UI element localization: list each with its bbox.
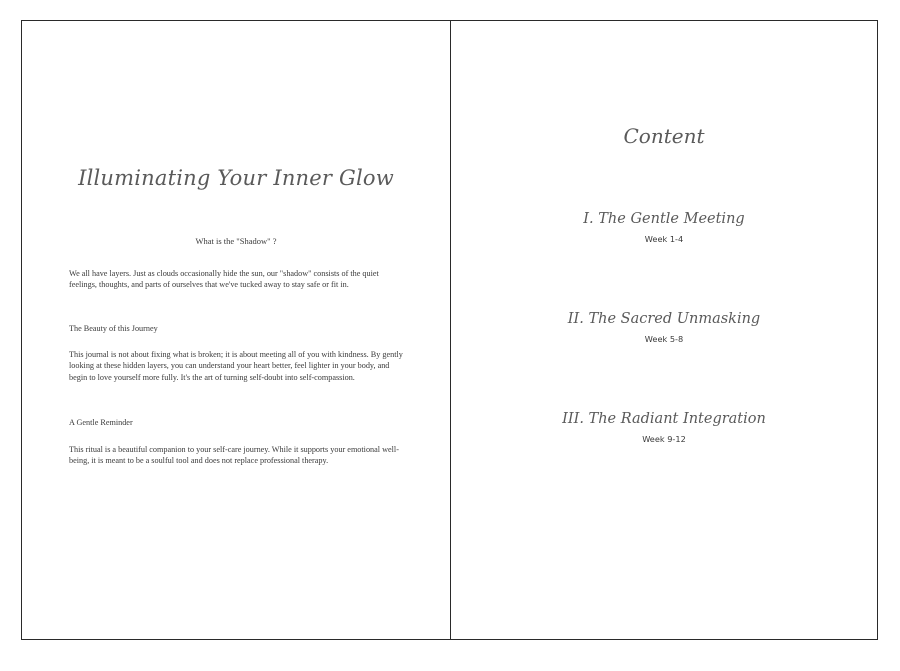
reminder-heading: A Gentle Reminder: [69, 418, 133, 427]
toc-item-title: III. The Radiant Integration: [562, 411, 766, 427]
book-spread: [21, 20, 878, 640]
toc-item-gentle-meeting: [451, 211, 877, 244]
toc-item-radiant-integration: [451, 411, 877, 444]
right-page: [450, 20, 878, 640]
page-title: Illuminating Your Inner Glow: [78, 166, 394, 190]
toc-item-weeks: Week 5-8: [644, 334, 684, 344]
toc-item-sacred-unmasking: [451, 311, 877, 344]
toc-item-title: I. The Gentle Meeting: [583, 211, 745, 227]
toc-item-weeks: Week 9-12: [642, 434, 686, 444]
intro-paragraph: We all have layers. Just as clouds occasionally hide the sun, our "shadow" consists of the quiet feelings, thoughts, and parts of ourselves that we've tucked away to stay safe or fit in.: [69, 269, 379, 290]
toc-item-weeks: Week 1-4: [644, 234, 684, 244]
beauty-heading: The Beauty of this Journey: [69, 324, 158, 333]
toc-item-title: II. The Sacred Unmasking: [567, 311, 761, 327]
reminder-paragraph: This ritual is a beautiful companion to your self-care journey. While it supports your emotional well-being, it is meant to be a soulful tool and does not replace professional therapy.: [69, 445, 399, 466]
beauty-paragraph: This journal is not about fixing what is broken; it is about meeting all of you with kindness. By gently looking at these hidden layers, you can understand your heart better, feel lighter in your body, and begin to love yourself more fully. It's the art of turning self-doubt into self-compassion.: [69, 350, 403, 382]
left-page: [21, 20, 451, 640]
shadow-heading: What is the "Shadow" ?: [195, 236, 277, 246]
contents-title: Content: [623, 124, 705, 148]
